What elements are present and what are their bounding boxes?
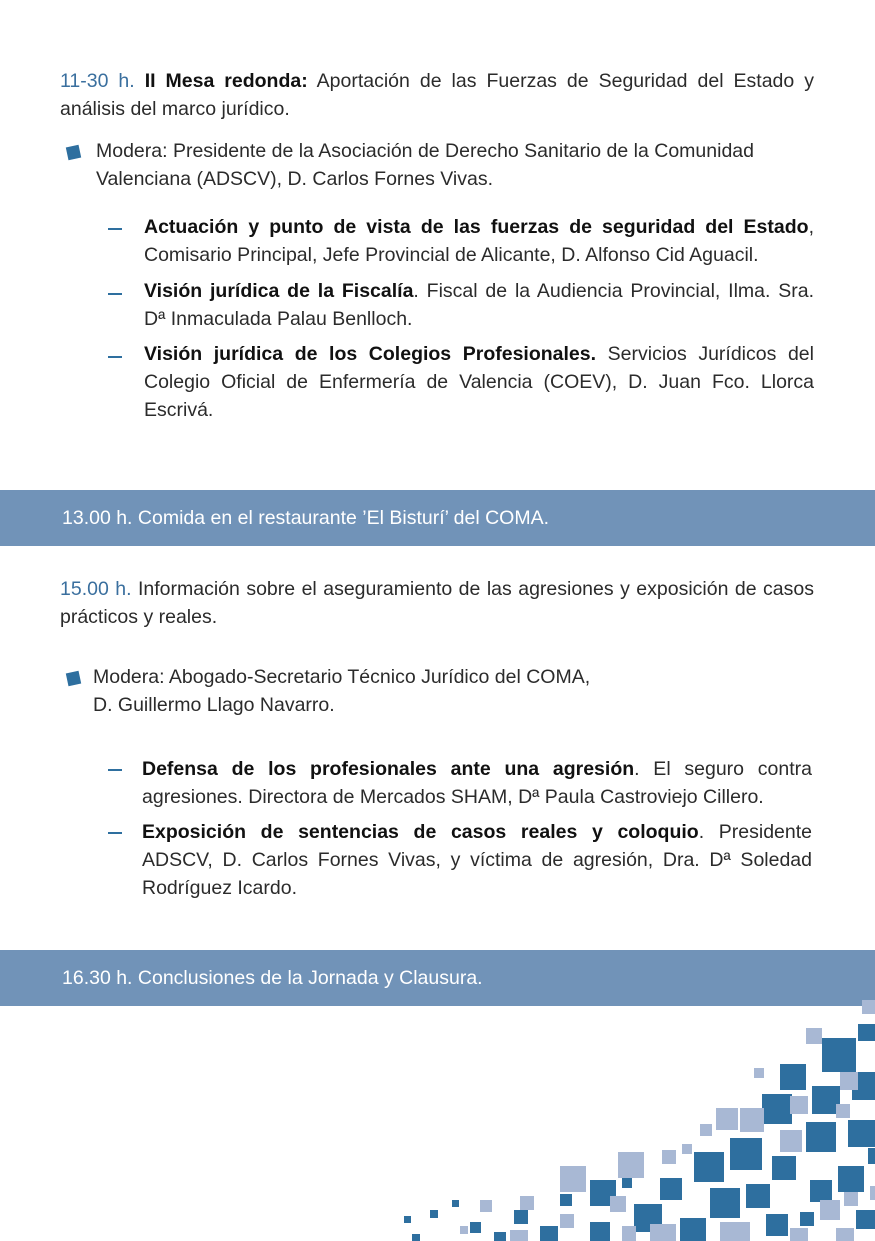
session1-title: II Mesa redonda:	[144, 70, 308, 92]
lunch-band-text: 13.00 h. Comida en el restaurante ’El Bisturí’ del COMA.	[62, 507, 550, 529]
session2-item-2	[142, 818, 812, 902]
session2-item-2-title: Exposición de sentencias de casos reales y coloquio	[142, 821, 699, 843]
dash-bullet-icon	[108, 832, 122, 834]
session1-time: 11-30 h.	[60, 70, 135, 92]
session1-item-3-title: Visión jurídica de los Colegios Profesionales.	[144, 343, 597, 365]
lunch-band	[0, 490, 875, 546]
square-bullet-icon	[66, 671, 81, 686]
session2-time: 15.00 h.	[60, 578, 132, 600]
session1-item-2	[144, 277, 814, 333]
session2-item-1-title: Defensa de los profesionales ante una agresión	[142, 758, 635, 780]
session1-item-2-title: Visión jurídica de la Fiscalía	[144, 280, 414, 302]
session2-item-2-text: . Presidente ADSCV, D. Carlos Fornes Vivas, y víctima de agresión, Dra. Dª Soledad Rodríguez Icardo.	[142, 821, 813, 899]
dash-bullet-icon	[108, 769, 122, 771]
session1-text: Aportación de las Fuerzas de Seguridad del Estado y análisis del marco jurídico.	[60, 70, 814, 120]
session1-item-3-text: Servicios Jurídicos del Colegio Oficial de Enfermería de Valencia (COEV), D. Juan Fco. Llorca Escrivá.	[144, 343, 814, 421]
closing-band	[0, 950, 875, 1006]
session2-item-1-text: . El seguro contra agresiones. Directora de Mercados SHAM, Dª Paula Castroviejo Cillero.	[142, 758, 812, 808]
session2-moderator	[93, 663, 813, 719]
session1-item-3	[144, 340, 814, 424]
session1-heading	[60, 67, 814, 123]
session1-moderator: Modera: Presidente de la Asociación de Derecho Sanitario de la Comunidad Valenciana (ADSCV), D. Carlos Fornes Vivas.	[96, 140, 754, 190]
closing-band-text: 16.30 h. Conclusiones de la Jornada y Clausura.	[62, 967, 483, 989]
session2-heading	[60, 575, 814, 631]
session1-item-1	[144, 213, 814, 269]
dash-bullet-icon	[108, 293, 122, 295]
session2-item-1	[142, 755, 812, 811]
decorative-squares-graphic	[0, 1000, 875, 1241]
session1-item-1-text: , Comisario Principal, Jefe Provincial de Alicante, D. Alfonso Cid Aguacil.	[144, 216, 814, 266]
square-bullet-icon	[66, 145, 81, 160]
session1-item-1-title: Actuación y punto de vista de las fuerzas de seguridad del Estado	[144, 216, 809, 238]
session2-moderator-line2: D. Guillermo Llago Navarro.	[93, 694, 335, 716]
session2-text: Información sobre el aseguramiento de las agresiones y exposición de casos prácticos y reales.	[60, 578, 814, 628]
dash-bullet-icon	[108, 356, 122, 358]
dash-bullet-icon	[108, 228, 122, 230]
session1-item-2-text: . Fiscal de la Audiencia Provincial, Ilma. Sra. Dª Inmaculada Palau Benlloch.	[144, 280, 815, 330]
session2-moderator-line1: Modera: Abogado-Secretario Técnico Jurídico del COMA,	[93, 666, 591, 688]
